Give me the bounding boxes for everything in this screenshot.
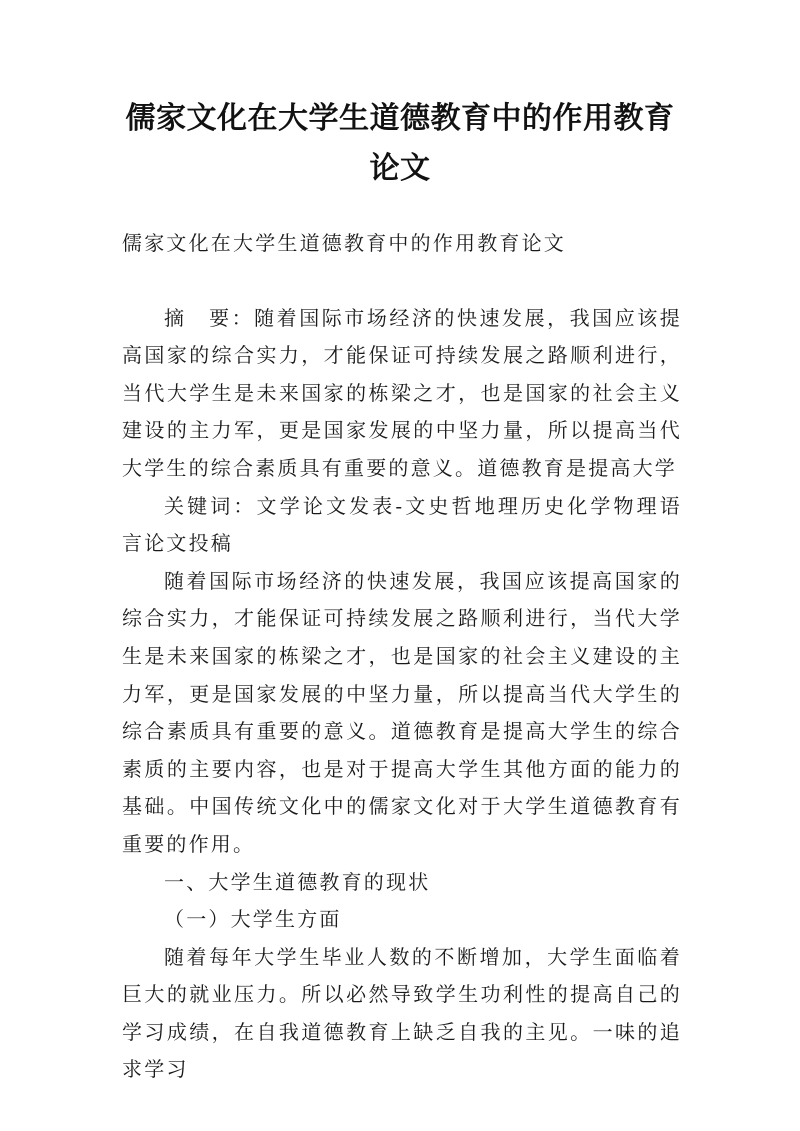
document-body <box>122 225 682 1089</box>
abstract-paragraph: 摘 要：随着国际市场经济的快速发展，我国应该提高国家的综合实力，才能保证可持续发展之路顺利进行，当代大学生是未来国家的栋梁之才，也是国家的社会主义建设的主力军，更是国家发展的中坚力量，所以提高当代大学生的综合素质具有重要的意义。道德教育是提高大学 <box>122 305 682 480</box>
title-line-1: 儒家文化在大学生道德教育中的作用教育 <box>125 101 675 136</box>
keywords-paragraph: 关键词：文学论文发表-文史哲地理历史化学物理语言论文投稿 <box>122 493 682 556</box>
section-paragraph: 随着每年大学生毕业人数的不断增加，大学生面临着巨大的就业压力。所以必然导致学生功利性的提高自己的学习成绩，在自我道德教育上缺乏自我的主见。一味的追求学习 <box>122 944 682 1082</box>
document-subtitle: 儒家文化在大学生道德教育中的作用教育论文 <box>122 231 566 255</box>
subsection-heading: （一）大学生方面 <box>164 907 342 932</box>
section-heading: 一、大学生道德教育的现状 <box>164 869 431 894</box>
title-line-2: 论文 <box>369 151 431 186</box>
document-title <box>100 94 700 194</box>
intro-paragraph: 随着国际市场经济的快速发展，我国应该提高国家的综合实力，才能保证可持续发展之路顺利进行，当代大学生是未来国家的栋梁之才，也是国家的社会主义建设的主力军，更是国家发展的中坚力量，所以提高当代大学生的综合素质具有重要的意义。道德教育是提高大学生的综合素质的主要内容，也是对于提高大学生其他方面的能力的基础。中国传统文化中的儒家文化对于大学生道德教育有重要的作用。 <box>122 568 682 856</box>
